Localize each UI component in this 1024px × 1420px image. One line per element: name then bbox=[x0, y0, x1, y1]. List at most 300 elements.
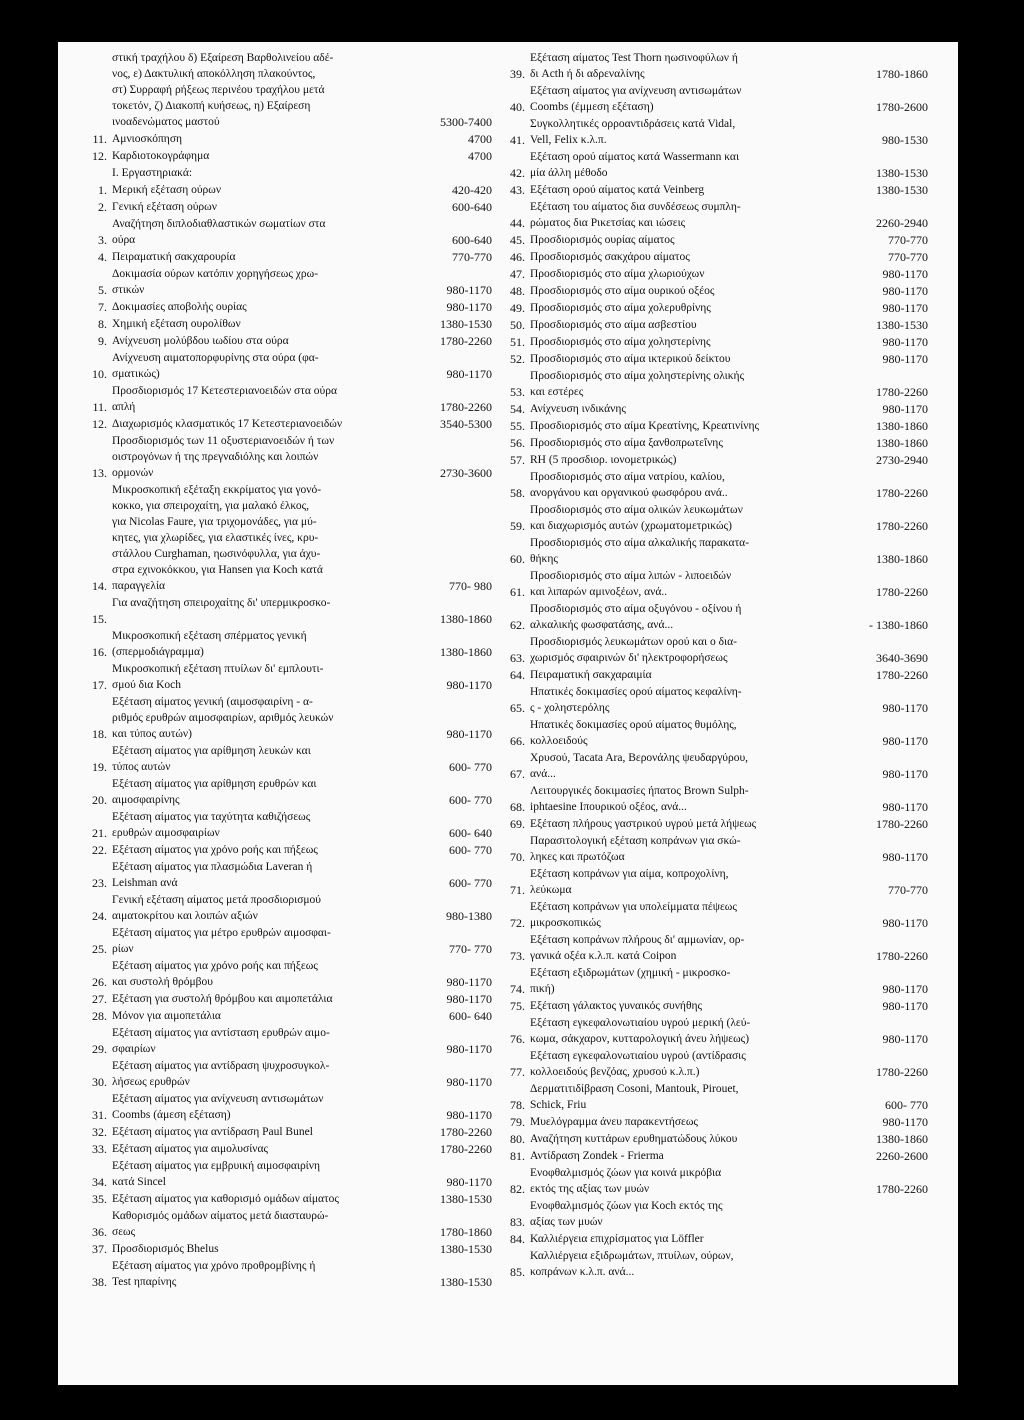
price-entry bbox=[80, 776, 492, 808]
description-line: Προσδιορισμός στο αίμα χοληστερίνης ολικής bbox=[530, 370, 745, 382]
description-line: Ι. Εργαστηριακά: bbox=[112, 167, 193, 179]
entry-number: 45. bbox=[510, 233, 525, 247]
description-line: στ) Συρραφή ρήξεως περινέου τραχήλου μετά bbox=[112, 84, 325, 96]
entry-price: 980-1170 bbox=[446, 1075, 492, 1089]
entry-price: 1780-2260 bbox=[876, 1065, 928, 1079]
entry-description bbox=[530, 300, 840, 316]
entry-description bbox=[530, 1248, 840, 1280]
entry-number: 44. bbox=[510, 216, 525, 230]
entry-description bbox=[530, 149, 840, 181]
entry-description bbox=[530, 452, 840, 468]
entry-description bbox=[530, 1131, 840, 1147]
entry-price: 980-1170 bbox=[882, 800, 928, 814]
price-entry bbox=[80, 299, 492, 315]
description-line: iphtaesine Ιπουρικού οξέος, ανά... bbox=[530, 801, 687, 813]
description-line: Παρασιτολογική εξέταση κοπράνων για σκώ- bbox=[530, 835, 741, 847]
entry-description bbox=[112, 1141, 410, 1157]
entry-description bbox=[530, 535, 840, 567]
entry-description bbox=[112, 991, 410, 1007]
entry-description bbox=[112, 743, 410, 775]
entry-price: 980-1170 bbox=[882, 1115, 928, 1129]
price-entry bbox=[80, 1124, 492, 1140]
description-line: εκτός της αξίας των μυών bbox=[530, 1183, 650, 1195]
entry-number: 77. bbox=[510, 1065, 525, 1079]
entry-number: 83. bbox=[510, 1215, 525, 1229]
entry-price: 2730-2940 bbox=[876, 453, 928, 467]
entry-number: 46. bbox=[510, 250, 525, 264]
entry-description bbox=[530, 266, 840, 282]
description-line: Προσδιορισμός στο αίμα χοληστερίνης bbox=[530, 336, 711, 348]
entry-price: 980-1170 bbox=[882, 734, 928, 748]
entry-description bbox=[112, 661, 410, 693]
entry-description bbox=[112, 892, 410, 924]
description-line: Προσδιορισμός στο αίμα χολερυθρίνης bbox=[530, 302, 711, 314]
description-line: Μυελόγραμμα άνευ παρακεντήσεως bbox=[530, 1116, 698, 1128]
price-entry bbox=[498, 1248, 928, 1280]
description-line: Προσδιορισμός στο αίμα χλωριούχων bbox=[530, 268, 705, 280]
entry-description bbox=[530, 334, 840, 350]
description-line: Προσδιορισμός των 11 οξυστεριανοειδών ή των bbox=[112, 435, 335, 447]
entry-description bbox=[112, 595, 410, 627]
entry-description bbox=[112, 1091, 410, 1123]
entry-number: 1. bbox=[98, 183, 107, 197]
entry-price: 980-1170 bbox=[882, 916, 928, 930]
entry-description bbox=[530, 435, 840, 451]
entry-description bbox=[530, 1081, 840, 1113]
price-entry bbox=[498, 750, 928, 782]
entry-price: 600- 640 bbox=[449, 826, 492, 840]
description-line: Εξέταση αίματος για ανίχνευση αντισωμάτων bbox=[112, 1093, 324, 1105]
entry-price: 980-1170 bbox=[446, 300, 492, 314]
entry-description bbox=[112, 859, 410, 891]
price-entry bbox=[498, 899, 928, 931]
entry-description bbox=[530, 965, 840, 997]
description-line: αιματοκρίτου και λοιπών αξιών bbox=[112, 910, 258, 922]
entry-price: 1780-2260 bbox=[440, 1142, 492, 1156]
entry-description bbox=[112, 1258, 410, 1290]
description-line: Μικροσκοπική εξέταση σπέρματος γενική bbox=[112, 630, 307, 642]
description-line: Αμνιοσκόπηση bbox=[112, 133, 183, 145]
description-line: Αναζήτηση διπλοδιαθλαστικών σωματίων στα bbox=[112, 218, 326, 230]
entry-description bbox=[112, 433, 410, 481]
entry-number: 56. bbox=[510, 436, 525, 450]
description-line: και τύπος αυτών) bbox=[112, 728, 192, 740]
description-line: Εξέταση πλήρους γαστρικού υγρού μετά λήψεως bbox=[530, 818, 757, 830]
price-entry bbox=[498, 684, 928, 716]
entry-price: 1380-1530 bbox=[876, 318, 928, 332]
description-line: ούρα bbox=[112, 234, 136, 246]
entry-description bbox=[112, 266, 410, 298]
entry-price: 980-1170 bbox=[446, 367, 492, 381]
entry-description bbox=[530, 199, 840, 231]
entry-price: 1380-1860 bbox=[440, 645, 492, 659]
entry-number: 52. bbox=[510, 352, 525, 366]
entry-description bbox=[112, 131, 410, 147]
price-entry bbox=[498, 1148, 928, 1164]
description-line: Χρυσού, Tacata Ara, Βερονάλης ψευδαργύρου, bbox=[530, 752, 749, 764]
price-entry bbox=[498, 965, 928, 997]
price-entry bbox=[498, 667, 928, 683]
entry-description bbox=[530, 932, 840, 964]
entry-description bbox=[530, 1231, 840, 1247]
description-line: Προσδιορισμός σακχάρου αίματος bbox=[530, 251, 690, 263]
entry-price: 980-1170 bbox=[882, 701, 928, 715]
entry-number: 70. bbox=[510, 850, 525, 864]
entry-description bbox=[112, 199, 410, 215]
entry-price: 1380-1530 bbox=[876, 183, 928, 197]
entry-price: 980-1170 bbox=[882, 767, 928, 781]
price-entry bbox=[80, 842, 492, 858]
entry-description bbox=[112, 1008, 410, 1024]
price-entry bbox=[498, 535, 928, 567]
entry-price: 600- 770 bbox=[449, 876, 492, 890]
entry-price: 1780-2260 bbox=[876, 385, 928, 399]
entry-price: 1780-2260 bbox=[440, 400, 492, 414]
description-line: Ηπατικές δοκιμασίες ορού αίματος θυμόλης, bbox=[530, 719, 737, 731]
entry-number: 15. bbox=[92, 612, 107, 626]
entry-description bbox=[530, 998, 840, 1014]
description-line: Προσδιορισμός στο αίμα ουρικού οξέος bbox=[530, 285, 715, 297]
entry-description bbox=[530, 418, 840, 434]
price-entry bbox=[80, 148, 492, 164]
description-line: Ενοφθαλμισμός ζώων για κοινά μικρόβια bbox=[530, 1167, 722, 1179]
entry-price: 600- 770 bbox=[449, 793, 492, 807]
description-line: Μερική εξέταση ούρων bbox=[112, 184, 222, 196]
entry-description bbox=[530, 317, 840, 333]
entry-description bbox=[530, 83, 840, 115]
entry-price: 980-1530 bbox=[882, 133, 928, 147]
description-line: ς - χοληστερόλης bbox=[530, 702, 610, 714]
entry-price: 1780-2260 bbox=[876, 817, 928, 831]
entry-description bbox=[112, 1191, 410, 1207]
entry-price: 420-420 bbox=[452, 183, 492, 197]
entry-number: 55. bbox=[510, 419, 525, 433]
entry-number: 19. bbox=[92, 760, 107, 774]
entry-price: 980-1170 bbox=[446, 975, 492, 989]
description-line: Εξέταση αίματος για μέτρο ερυθρών αιμοσφαι- bbox=[112, 927, 331, 939]
entry-price: 770-770 bbox=[888, 250, 928, 264]
description-line: Εξέταση κοπράνων για αίμα, κοπροχολίνη, bbox=[530, 868, 729, 880]
price-entry bbox=[498, 50, 928, 82]
entry-number: 11. bbox=[92, 400, 107, 414]
entry-number: 27. bbox=[92, 992, 107, 1006]
price-entry bbox=[80, 383, 492, 415]
description-line: κολλοειδούς bbox=[530, 735, 588, 747]
price-entry bbox=[80, 1058, 492, 1090]
description-line: RH (5 προσδιορ. ιονομετρικώς) bbox=[530, 454, 677, 466]
entry-number: 24. bbox=[92, 909, 107, 923]
description-line: Μόνον για αιμοπετάλια bbox=[112, 1010, 221, 1022]
description-line: τοκετόν, ζ) Διακοπή κυήσεως, η) Εξαίρεση bbox=[112, 100, 311, 112]
entry-price: 1380-1530 bbox=[876, 166, 928, 180]
entry-price: 770- 770 bbox=[449, 942, 492, 956]
entry-price: 1380-1530 bbox=[440, 1275, 492, 1289]
price-entry bbox=[498, 833, 928, 865]
description-line: αξίας των μυών bbox=[530, 1216, 603, 1228]
description-line: για Nicolas Faure, για τριχομονάδες, για μύ- bbox=[112, 516, 317, 528]
price-entry bbox=[80, 1208, 492, 1240]
description-line: (σπερμοδιάγραμμα) bbox=[112, 646, 204, 658]
description-line: Coombs (άμεση εξέταση) bbox=[112, 1109, 231, 1121]
description-line: Πειραματική σακχαρουρία bbox=[112, 251, 236, 263]
price-entry bbox=[80, 1158, 492, 1190]
entry-number: 12. bbox=[92, 149, 107, 163]
description-line: Δοκιμασίες αποβολής ουρίας bbox=[112, 301, 247, 313]
price-entry bbox=[498, 351, 928, 367]
entry-number: 64. bbox=[510, 668, 525, 682]
entry-price: 1780-2260 bbox=[876, 486, 928, 500]
entry-description bbox=[530, 182, 840, 198]
entry-number: 37. bbox=[92, 1242, 107, 1256]
entry-description bbox=[530, 783, 840, 815]
entry-price: 600- 770 bbox=[885, 1098, 928, 1112]
description-line: και συστολή θρόμβου bbox=[112, 976, 213, 988]
description-line: Εξέταση αίματος γενική (αιμοσφαιρίνη - α- bbox=[112, 696, 313, 708]
entry-description bbox=[112, 776, 410, 808]
entry-number: 11. bbox=[92, 132, 107, 146]
description-line: Ανίχνευση αιματοπορφυρίνης στα ούρα (φα- bbox=[112, 352, 319, 364]
price-entry bbox=[80, 595, 492, 627]
price-entry bbox=[80, 266, 492, 298]
entry-number: 13. bbox=[92, 466, 107, 480]
entry-number: 36. bbox=[92, 1225, 107, 1239]
entry-number: 7. bbox=[98, 300, 107, 314]
description-line: στική τραχήλου δ) Εξαίρεση Βαρθολινείου αδέ- bbox=[112, 52, 334, 64]
entry-description bbox=[112, 1241, 410, 1257]
description-line: αλκαλικής φωσφατάσης, ανά... bbox=[530, 619, 674, 631]
description-line: γανικά οξέα κ.λ.π. κατά Coipon bbox=[530, 950, 677, 962]
entry-price: 1780-2260 bbox=[440, 334, 492, 348]
entry-number: 66. bbox=[510, 734, 525, 748]
entry-description bbox=[112, 809, 410, 841]
description-line: θήκης bbox=[530, 553, 558, 565]
entry-price: 980-1170 bbox=[446, 283, 492, 297]
description-line: ινοαδενώματος μαστού bbox=[112, 116, 220, 128]
entry-description bbox=[530, 750, 840, 782]
description-line: Εξέταση αίματος για αιμολυσίνας bbox=[112, 1143, 269, 1155]
entry-description bbox=[530, 667, 840, 683]
description-line: κωμα, σάκχαρον, κυτταρολογική άνευ λήψεως) bbox=[530, 1033, 750, 1045]
entry-price: 980-1170 bbox=[446, 727, 492, 741]
description-line: Λειτουργικές δοκιμασίες ήπατος Brown Sulph- bbox=[530, 785, 749, 797]
entry-number: 57. bbox=[510, 453, 525, 467]
description-line: Εξέταση ορού αίματος κατά Wassermann και bbox=[530, 151, 740, 163]
description-line: Εξέταση του αίματος δια συνδέσεως συμπλη- bbox=[530, 201, 741, 213]
entry-number: 78. bbox=[510, 1098, 525, 1112]
price-entry bbox=[498, 1081, 928, 1113]
entry-price: 1380-1860 bbox=[876, 552, 928, 566]
entry-price: 1780-2260 bbox=[876, 1182, 928, 1196]
entry-description bbox=[112, 350, 410, 382]
description-line: Εξέταση κοπράνων πλήρους δι' αμμωνίαν, ορ- bbox=[530, 934, 745, 946]
entry-description bbox=[112, 1025, 410, 1057]
entry-price: 980-1170 bbox=[446, 1108, 492, 1122]
description-line: κοκκο, για σπειροχαίτη, για μαλακό έλκος, bbox=[112, 500, 310, 512]
price-entry bbox=[498, 317, 928, 333]
price-entry bbox=[80, 316, 492, 332]
entry-number: 84. bbox=[510, 1232, 525, 1246]
entry-description bbox=[530, 684, 840, 716]
entry-price: 980-1170 bbox=[882, 999, 928, 1013]
description-line: Καλλιέργεια εξιδρωμάτων, πτυίλων, ούρων, bbox=[530, 1250, 734, 1262]
entry-description bbox=[530, 368, 840, 400]
description-line: Προσδιορισμός στο αίμα ασβεστίου bbox=[530, 319, 697, 331]
price-entry bbox=[498, 1015, 928, 1047]
entry-price: 3640-3690 bbox=[876, 651, 928, 665]
entry-price: 980-1170 bbox=[882, 335, 928, 349]
entry-number: 59. bbox=[510, 519, 525, 533]
price-entry bbox=[498, 1048, 928, 1080]
entry-number: 72. bbox=[510, 916, 525, 930]
price-entry bbox=[498, 452, 928, 468]
entry-description bbox=[112, 842, 410, 858]
entry-number: 73. bbox=[510, 949, 525, 963]
entry-description bbox=[530, 1148, 840, 1164]
description-line: Εξέταση κοπράνων για υπολείμματα πέψεως bbox=[530, 901, 737, 913]
entry-price: 980-1170 bbox=[446, 678, 492, 692]
price-entry bbox=[80, 1025, 492, 1057]
price-entry bbox=[80, 628, 492, 660]
entry-price: 2730-3600 bbox=[440, 466, 492, 480]
description-line: Προσδιορισμός Bhelus bbox=[112, 1243, 219, 1255]
entry-price: 980-1170 bbox=[882, 850, 928, 864]
entry-description bbox=[530, 469, 840, 501]
right-column bbox=[498, 50, 928, 1281]
entry-description bbox=[112, 1058, 410, 1090]
description-line: πική) bbox=[530, 983, 555, 995]
entry-description bbox=[112, 628, 410, 660]
price-entry bbox=[498, 334, 928, 350]
entry-price: 980-1170 bbox=[446, 1175, 492, 1189]
entry-number: 21. bbox=[92, 826, 107, 840]
entry-price: 770-770 bbox=[888, 233, 928, 247]
entry-number: 79. bbox=[510, 1115, 525, 1129]
description-line: Μικροσκοπική εξέταξη εκκρίματος για γονό- bbox=[112, 484, 322, 496]
entry-price: 980-1170 bbox=[882, 284, 928, 298]
entry-description bbox=[530, 232, 840, 248]
entry-number: 30. bbox=[92, 1075, 107, 1089]
description-line: ανά... bbox=[530, 768, 556, 780]
description-line: ρίων bbox=[112, 943, 134, 955]
description-line: Προσδιορισμός στο αίμα ξανθοπρωτεΐνης bbox=[530, 437, 723, 449]
description-line: Εξέταση αίματος για καθορισμό ομάδων αίματος bbox=[112, 1193, 339, 1205]
entry-number: 18. bbox=[92, 727, 107, 741]
entry-price: 2260-2940 bbox=[876, 216, 928, 230]
entry-number: 54. bbox=[510, 402, 525, 416]
entry-description bbox=[530, 833, 840, 865]
entry-number: 42. bbox=[510, 166, 525, 180]
entry-price: 1780-2260 bbox=[876, 949, 928, 963]
description-line: Leishman ανά bbox=[112, 877, 178, 889]
price-entry bbox=[80, 216, 492, 248]
entry-number: 17. bbox=[92, 678, 107, 692]
entry-number: 20. bbox=[92, 793, 107, 807]
entry-number: 23. bbox=[92, 876, 107, 890]
entry-number: 74. bbox=[510, 982, 525, 996]
entry-number: 63. bbox=[510, 651, 525, 665]
entry-price: 980-1170 bbox=[882, 982, 928, 996]
price-entry bbox=[498, 283, 928, 299]
price-entry bbox=[80, 925, 492, 957]
description-line: Προσδιορισμός στο αίμα αλκαλικής παρακατα- bbox=[530, 537, 750, 549]
entry-price: 1380-1530 bbox=[440, 1242, 492, 1256]
description-line: Αναζήτηση κυττάρων ερυθηματώδους λύκου bbox=[530, 1133, 738, 1145]
description-line: Καλλιέργεια επιχρίσματος για Löffler bbox=[530, 1233, 704, 1245]
entry-price: 4700 bbox=[468, 149, 492, 163]
price-entry bbox=[498, 232, 928, 248]
entry-number: 49. bbox=[510, 301, 525, 315]
entry-price: 1380-1530 bbox=[440, 1192, 492, 1206]
description-line: Ενοφθαλμισμός ζώων για Koch εκτός της bbox=[530, 1200, 723, 1212]
description-line: Εξέταση αίματος για αντίδραση Paul Bunel bbox=[112, 1126, 313, 1138]
entry-description bbox=[530, 249, 840, 265]
entry-price: 1780-2600 bbox=[876, 100, 928, 114]
entry-price: 1780-2260 bbox=[876, 519, 928, 533]
entry-price: 980-1170 bbox=[882, 1032, 928, 1046]
entry-number: 40. bbox=[510, 100, 525, 114]
description-line: Εξέταση αίματος για ταχύτητα καθιζήσεως bbox=[112, 811, 311, 823]
price-entry bbox=[498, 266, 928, 282]
description-line: στικών bbox=[112, 284, 145, 296]
price-entry bbox=[498, 469, 928, 501]
description-line: Δερματιτιδίβραση Cosoni, Mantouk, Pirouet, bbox=[530, 1083, 739, 1095]
price-entry bbox=[80, 743, 492, 775]
entry-number: 69. bbox=[510, 817, 525, 831]
price-entry bbox=[498, 83, 928, 115]
description-line: Προσδιορισμός στο αίμα Κρεατίνης, Κρεατινίνης bbox=[530, 420, 760, 432]
entry-number: 48. bbox=[510, 284, 525, 298]
entry-number: 65. bbox=[510, 701, 525, 715]
description-line: Προσδιορισμός στο αίμα οξυγόνου - οξίνου ή bbox=[530, 603, 742, 615]
entry-description bbox=[530, 899, 840, 931]
entry-description bbox=[530, 502, 840, 534]
entry-price: 1380-1860 bbox=[876, 1132, 928, 1146]
price-entry bbox=[80, 859, 492, 891]
entry-description bbox=[530, 568, 840, 600]
description-line: Προσδιορισμός στο αίμα ολικών λευκωμάτων bbox=[530, 504, 743, 516]
description-line: ριθμός ερυθρών αιμοσφαιρίων, αριθμός λευκών bbox=[112, 712, 334, 724]
entry-number: 8. bbox=[98, 317, 107, 331]
entry-price: 600- 770 bbox=[449, 843, 492, 857]
entry-number: 9. bbox=[98, 334, 107, 348]
entry-price: 1380-1860 bbox=[876, 419, 928, 433]
price-entry bbox=[498, 116, 928, 148]
description-line: στάλλου Curghaman, ηωσινόφυλλα, για άχυ- bbox=[112, 548, 321, 560]
description-line: κατά Sincel bbox=[112, 1176, 166, 1188]
price-entry bbox=[498, 435, 928, 451]
entry-price: 980-1170 bbox=[882, 301, 928, 315]
entry-description bbox=[112, 249, 410, 265]
price-entry bbox=[498, 601, 928, 633]
description-line: Εξέταση εγκεφαλονωτιαίου υγρού μερική (λεύ- bbox=[530, 1017, 751, 1029]
description-line: δι Acth ή δι αδρεναλίνης bbox=[530, 68, 645, 80]
description-line: Ηπατικές δοκιμασίες ορού αίματος κεφαλίνη- bbox=[530, 686, 742, 698]
price-entry bbox=[498, 418, 928, 434]
price-entry bbox=[80, 165, 492, 181]
description-line: Εξέταση αίματος για αντίσταση ερυθρών αιμο- bbox=[112, 1027, 330, 1039]
entry-description bbox=[530, 116, 840, 148]
description-line: κητες, για χλωρίδες, για ελαστικές ίνες, κρυ- bbox=[112, 532, 319, 544]
entry-description bbox=[112, 416, 410, 432]
entry-number: 51. bbox=[510, 335, 525, 349]
description-line: ορμονών bbox=[112, 467, 154, 479]
description-line: Ανίχνευση ινδικάνης bbox=[530, 403, 626, 415]
description-line: Μικροσκοπική εξέταση πτυίλων δι' εμπλουτι- bbox=[112, 663, 324, 675]
scanned-page bbox=[58, 42, 958, 1385]
description-line: Προσδιορισμός ουρίας αίματος bbox=[530, 234, 675, 246]
price-entry bbox=[498, 717, 928, 749]
entry-description bbox=[530, 816, 840, 832]
